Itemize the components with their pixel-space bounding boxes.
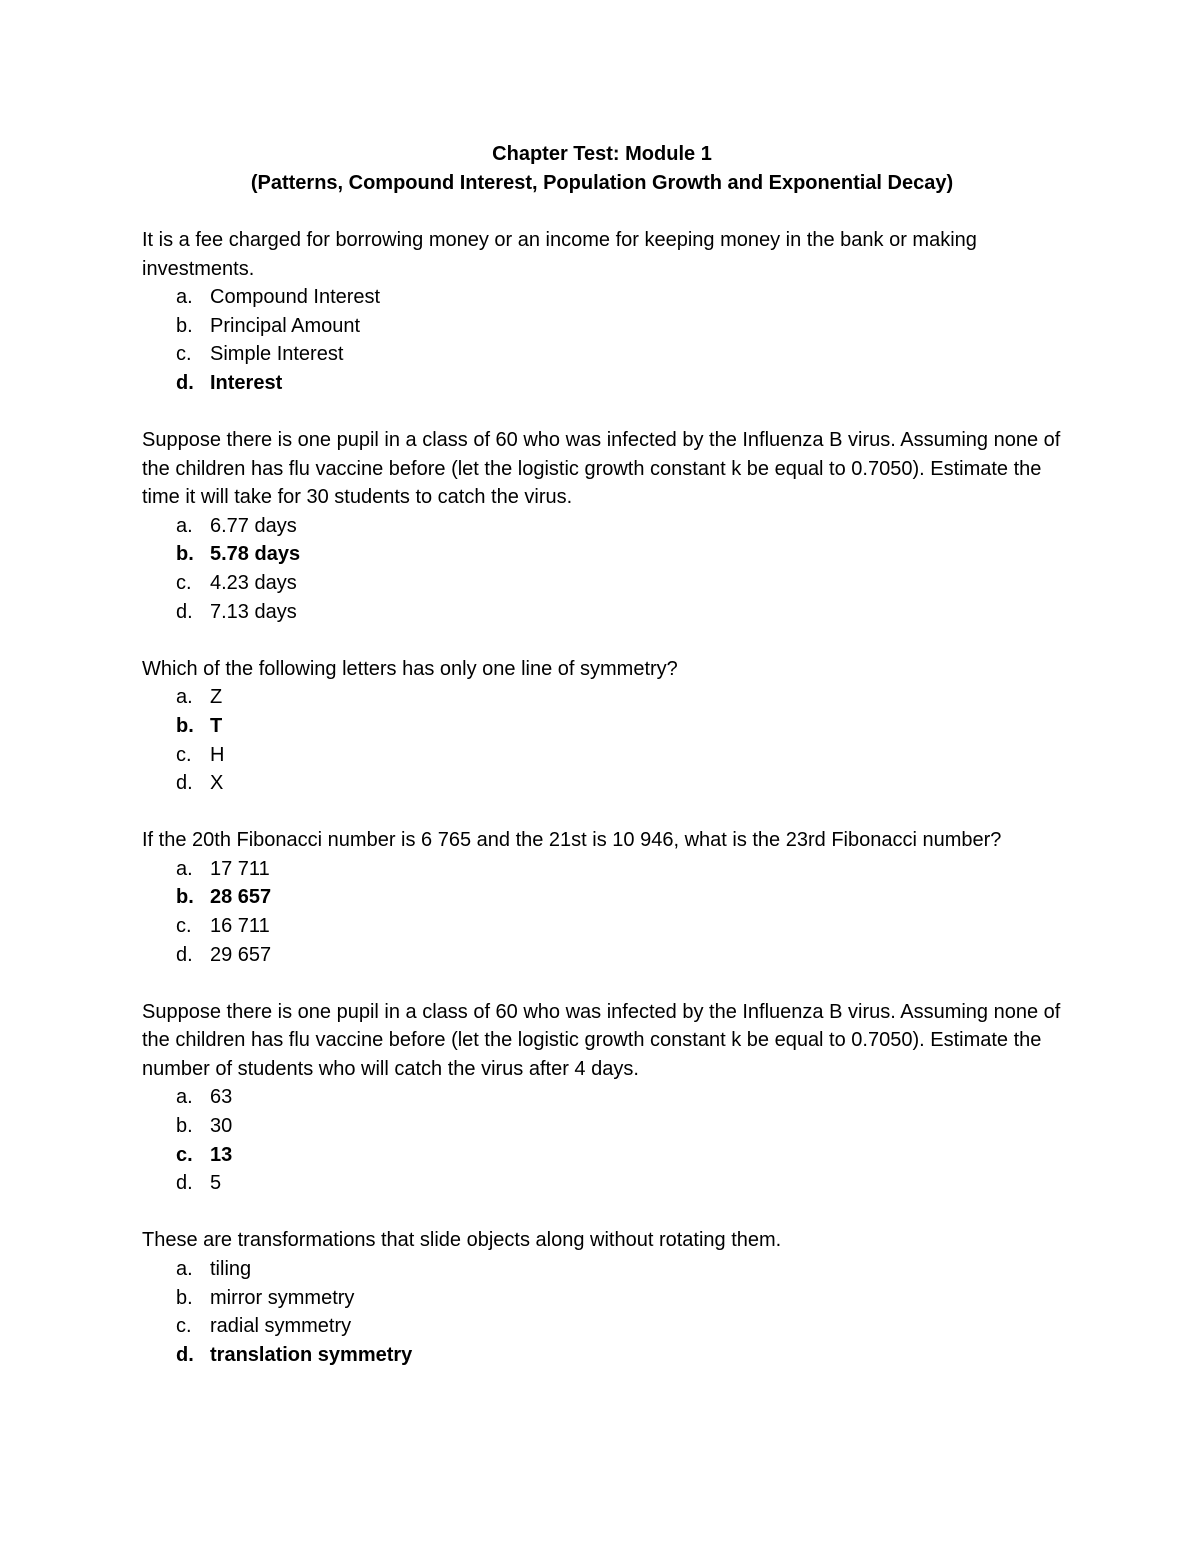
question-4 [142,826,1062,969]
answer-option [142,941,1062,970]
answer-option [142,1083,1062,1112]
option-letter: c. [176,743,192,766]
answer-option [142,598,1062,627]
option-letter: c. [176,572,192,595]
option-letter: c. [176,914,192,937]
answer-option [142,340,1062,369]
question-3 [142,655,1062,798]
page-title: Chapter Test: Module 1 [492,143,712,165]
answer-option-correct [142,1341,1062,1370]
answer-option [142,855,1062,884]
question-1 [142,226,1062,398]
option-letter: d. [176,772,193,795]
option-letter: d. [176,371,194,394]
option-letter: a. [176,686,193,709]
answer-option-correct [142,883,1062,912]
option-text: Principal Amount [210,314,361,337]
option-text: mirror symmetry [210,1286,355,1309]
answer-option [142,769,1062,798]
option-text: Interest [210,371,283,394]
answer-option [142,312,1062,341]
option-text: Z [210,686,223,709]
option-list [142,283,1062,397]
option-letter: a. [176,1257,193,1280]
option-letter: a. [176,857,193,880]
answer-option [142,683,1062,712]
option-text: radial symmetry [210,1315,352,1338]
page-subtitle: (Patterns, Compound Interest, Population Growth and Exponential Decay) [250,172,954,194]
option-letter: a. [176,514,193,537]
option-text: 5 [210,1172,222,1195]
option-text: 7.13 days [210,600,297,623]
answer-option [142,1255,1062,1284]
question-text: Suppose there is one pupil in a class of 60 who was infected by the Influenza B virus. Assuming none of the children has flu vaccine before (let the logistic growth constant k be equal to 0.7050). Estimate the time it will take for 30 students to catch the virus. [142,429,1061,509]
option-text: translation symmetry [210,1343,413,1366]
option-text: 28 657 [210,886,272,909]
answer-option [142,283,1062,312]
option-list [142,1255,1062,1369]
answer-option-correct [142,1141,1062,1170]
answer-option [142,912,1062,941]
answer-option [142,1284,1062,1313]
option-text: 30 [210,1115,233,1138]
answer-option [142,1169,1062,1198]
option-letter: b. [176,714,194,737]
option-letter: c. [176,1315,192,1338]
option-text: Simple Interest [210,343,344,366]
option-text: 29 657 [210,943,272,966]
option-letter: d. [176,1343,194,1366]
option-list [142,855,1062,969]
option-list [142,512,1062,626]
answer-option-correct [142,369,1062,398]
question-text: It is a fee charged for borrowing money or an income for keeping money in the bank or making investments. [142,229,977,280]
option-text: X [210,772,224,795]
option-text: T [210,714,223,737]
answer-option [142,1312,1062,1341]
question-6 [142,1226,1062,1369]
answer-option [142,1112,1062,1141]
option-text: H [210,743,225,766]
answer-option [142,569,1062,598]
question-text: If the 20th Fibonacci number is 6 765 and the 21st is 10 946, what is the 23rd Fibonacci number? [142,829,1002,852]
option-letter: d. [176,600,193,623]
option-text: 13 [210,1143,233,1166]
option-letter: d. [176,1172,193,1195]
option-text: 63 [210,1086,233,1109]
option-letter: b. [176,1115,193,1138]
question-2 [142,426,1062,626]
option-letter: c. [176,1143,193,1166]
option-letter: a. [176,286,193,309]
option-text: Compound Interest [210,286,381,309]
option-text: 17 711 [210,857,270,880]
option-letter: c. [176,343,192,366]
answer-option-correct [142,540,1062,569]
question-text: Suppose there is one pupil in a class of 60 who was infected by the Influenza B virus. Assuming none of the children has flu vaccine before (let the logistic growth constant k be equal to 0.7050). Estimate the number of students who will catch the virus after 4 days. [142,1000,1061,1080]
option-letter: b. [176,1286,193,1309]
answer-option [142,741,1062,770]
document-page [142,140,1062,1398]
option-text: 5.78 days [210,543,301,566]
question-list [142,226,1062,1369]
option-letter: a. [176,1086,193,1109]
option-letter: b. [176,543,194,566]
question-5 [142,998,1062,1198]
question-text: These are transformations that slide objects along without rotating them. [142,1229,782,1252]
option-text: 16 711 [210,914,270,937]
answer-option [142,512,1062,541]
option-list [142,1083,1062,1197]
answer-option-correct [142,712,1062,741]
option-text: 6.77 days [210,514,297,537]
question-text: Which of the following letters has only one line of symmetry? [142,657,678,680]
option-list [142,683,1062,797]
option-letter: b. [176,314,193,337]
option-text: 4.23 days [210,572,297,595]
option-letter: b. [176,886,194,909]
option-text: tiling [210,1257,252,1280]
option-letter: d. [176,943,193,966]
